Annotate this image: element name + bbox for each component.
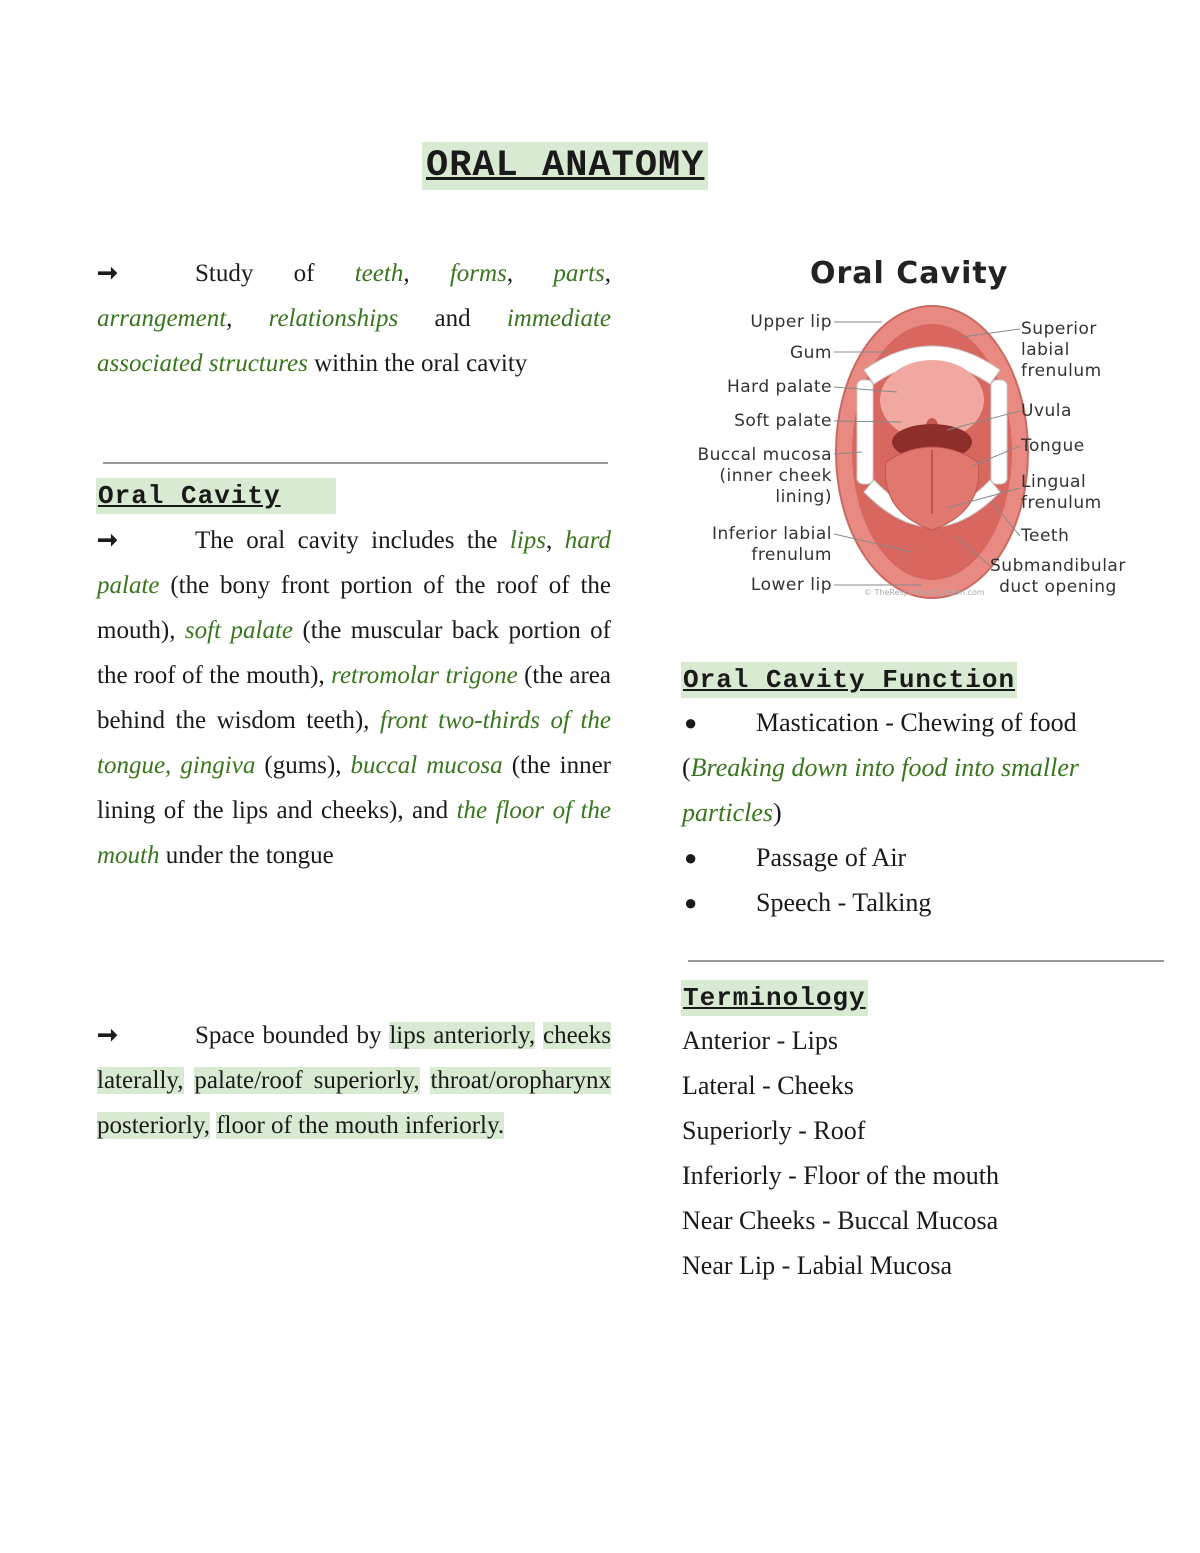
function-heading: Oral Cavity Function xyxy=(681,662,1017,698)
list-item-continuation: (Breaking down into food into smaller particles) xyxy=(682,753,1079,827)
label-lingual-frenulum: Lingual frenulum xyxy=(1021,472,1102,513)
list-item: ● Speech - Talking xyxy=(682,880,1152,925)
label-soft-palate: Soft palate xyxy=(734,411,832,431)
bullet-icon: ● xyxy=(684,845,698,870)
label-submandibular-duct: Submandibular duct opening xyxy=(990,556,1126,597)
oral-cavity-diagram xyxy=(672,252,1182,622)
label-superior-labial-frenulum: Superior labial frenulum xyxy=(1021,319,1102,381)
arrow-icon: ➞ xyxy=(97,260,118,287)
label-hard-palate: Hard palate xyxy=(726,377,832,397)
oral-cavity-paragraph: ➞ The oral cavity includes the lips, hard palate (the bony front portion of the roof of the mouth), soft palate (the muscular back portion of the roof of the mouth), retromolar trigone (the area behind the wisdom teeth), front two-thirds of the tongue, gingiva (gums), buccal mucosa (the inner lining of the lips and cheeks), and the floor of the mouth under the tongue xyxy=(97,518,611,878)
page-title: ORAL ANATOMY xyxy=(422,142,708,190)
label-tongue: Tongue xyxy=(1021,436,1085,456)
label-buccal-mucosa: Buccal mucosa (inner cheek lining) xyxy=(697,445,832,507)
list-item: ● Passage of Air xyxy=(682,835,1152,880)
label-teeth: Teeth xyxy=(1021,526,1070,546)
terminology-list xyxy=(682,1018,1152,1288)
arrow-icon: ➞ xyxy=(97,1022,118,1049)
label-gum: Gum xyxy=(789,343,832,363)
function-list xyxy=(682,700,1152,925)
label-lower-lip: Lower lip xyxy=(750,575,832,595)
term-item: Lateral - Cheeks xyxy=(682,1071,854,1100)
term-item: Near Lip - Labial Mucosa xyxy=(682,1251,953,1280)
bullet-icon: ● xyxy=(684,710,698,735)
arrow-icon: ➞ xyxy=(97,527,118,554)
bullet-icon: ● xyxy=(684,890,698,915)
oral-cavity-heading: Oral Cavity xyxy=(96,478,336,514)
list-item: ● Mastication - Chewing of food xyxy=(682,700,1152,745)
label-uvula: Uvula xyxy=(1021,401,1072,421)
divider xyxy=(688,960,1164,962)
label-upper-lip: Upper lip xyxy=(750,312,832,332)
terminology-heading: Terminology xyxy=(681,980,868,1016)
term-item: Near Cheeks - Buccal Mucosa xyxy=(682,1206,999,1235)
intro-paragraph: ➞ Study of teeth, forms, parts, arrangement, relationships and immediate associated structures within the oral cavity xyxy=(97,251,611,386)
term-item: Superiorly - Roof xyxy=(682,1116,866,1145)
space-paragraph: ➞ Space bounded by lips anteriorly, cheeks laterally, palate/roof superiorly, throat/oropharynx posteriorly, floor of the mouth inferiorly. xyxy=(97,1013,611,1148)
diagram-title: Oral Cavity xyxy=(810,256,1009,291)
diagram-credit: © TheRespiratorySystem.com xyxy=(864,588,985,597)
term-item: Inferiorly - Floor of the mouth xyxy=(682,1161,999,1190)
term-item: Anterior - Lips xyxy=(682,1026,838,1055)
divider xyxy=(103,462,608,464)
label-inferior-labial-frenulum: Inferior labial frenulum xyxy=(711,524,832,565)
